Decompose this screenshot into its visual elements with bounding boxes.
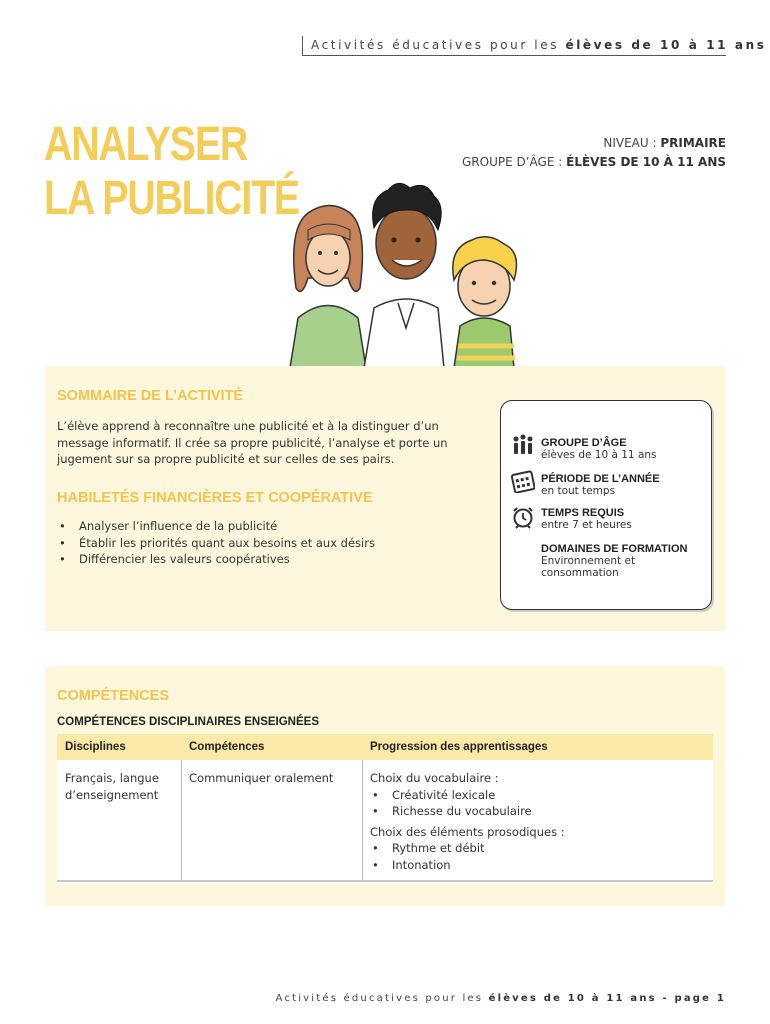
- info-value: Environnement et consommation: [541, 555, 636, 579]
- competences-subheading: COMPÉTENCES DISCIPLINAIRES ENSEIGNÉES: [57, 716, 319, 728]
- page-footer: [276, 993, 726, 1004]
- list-item: • Créativité lexicale: [370, 787, 700, 804]
- info-label: GROUPE D’ÂGE: [541, 437, 627, 449]
- header-highlight: élèves de 10 à 11 ans: [565, 38, 767, 52]
- column-header: Disciplines: [65, 741, 126, 753]
- info-label: PÉRIODE DE L’ANNÉE: [541, 473, 660, 485]
- info-value: élèves de 10 à 11 ans: [541, 449, 657, 461]
- column-divider: [181, 760, 182, 880]
- info-box: [500, 400, 712, 610]
- competences-heading: COMPÉTENCES: [57, 688, 169, 704]
- cell-discipline: Français, langue d’enseignement: [65, 771, 159, 802]
- calendar-icon: [511, 469, 535, 493]
- info-label: TEMPS REQUIS: [541, 507, 625, 519]
- info-value: entre 7 et heures: [541, 519, 632, 531]
- list-item: • Différencier les valeurs coopératives: [57, 551, 375, 568]
- summary-text: L’élève apprend à reconnaître une publicité et à la distinguer d’un message informatif. Il crée sa propre publicité, l’analyse et porte un jugement sur sa propre publicité et sur celles de ses pairs.: [57, 419, 448, 466]
- niveau-value: PRIMAIRE: [660, 136, 726, 150]
- niveau-label: NIVEAU :: [603, 136, 657, 150]
- skills-list: [57, 518, 375, 568]
- progression-group-title: Choix des éléments prosodiques :: [370, 824, 565, 839]
- skills-heading: HABILETÉS FINANCIÈRES ET COOPÉRATIVE: [57, 490, 373, 506]
- list-item: • Analyser l’influence de la publicité: [57, 518, 375, 535]
- groupe-label: GROUPE D’ÂGE :: [462, 155, 563, 169]
- running-header: [302, 36, 767, 56]
- info-item-domaines: [541, 543, 706, 579]
- footer-highlight: élèves de 10 à 11 ans - page 1: [488, 993, 726, 1004]
- title-line-1: ANALYSER: [44, 118, 248, 171]
- people-icon: [511, 433, 535, 457]
- info-value: en tout temps: [541, 485, 616, 497]
- header-prefix: Activités éducatives pour les: [311, 38, 560, 52]
- competences-table: [57, 734, 713, 884]
- cell-competence: Communiquer oralement: [189, 771, 334, 785]
- column-divider: [362, 760, 363, 880]
- page-title: [44, 118, 299, 226]
- table-bottom-rule: [57, 880, 713, 882]
- summary-heading: SOMMAIRE DE L’ACTIVITÉ: [57, 388, 244, 404]
- footer-prefix: Activités éducatives pour les: [275, 993, 484, 1004]
- column-header: Compétences: [189, 741, 265, 753]
- progression-group-title: Choix du vocabulaire :: [370, 771, 499, 785]
- list-item: • Rythme et débit: [370, 840, 700, 857]
- children-illustration: [288, 168, 528, 368]
- summary-section: [45, 366, 725, 631]
- info-item-groupe: [541, 437, 657, 461]
- info-label: DOMAINES DE FORMATION: [541, 543, 688, 555]
- niveau-line: [462, 134, 726, 153]
- competences-section: [45, 666, 725, 906]
- title-line-2: LA PUBLICITÉ: [44, 172, 299, 225]
- info-item-temps: [541, 507, 632, 531]
- cell-progression: [370, 770, 700, 873]
- level-info: [462, 134, 726, 172]
- alarm-clock-icon: [511, 505, 535, 529]
- info-item-periode: [541, 473, 660, 497]
- running-header-text: [311, 38, 766, 52]
- column-header: Progression des apprentissages: [370, 741, 548, 753]
- table-header: [57, 734, 713, 760]
- list-item: • Richesse du vocabulaire: [370, 803, 700, 820]
- groupe-value: ÉLÈVES DE 10 À 11 ANS: [566, 155, 726, 169]
- list-item: • Intonation: [370, 857, 700, 874]
- list-item: • Établir les priorités quant aux besoins et aux désirs: [57, 535, 375, 552]
